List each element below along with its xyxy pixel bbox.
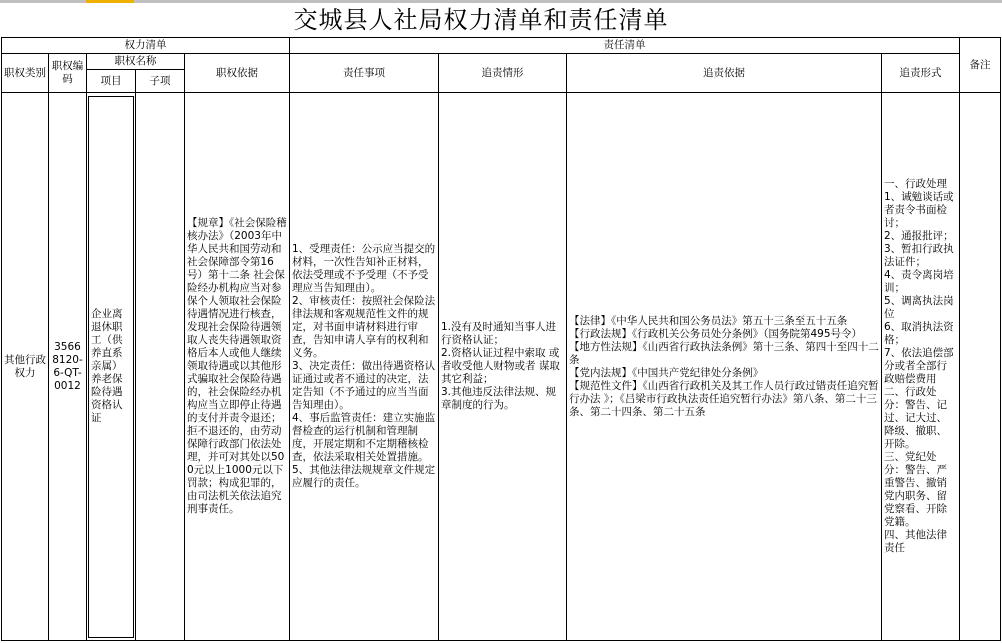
responsibilities-text: 1、受理责任：公示应当提交的材料，一次性告知补正材料，依法受理或不予受理（不予受理应当告知理由）。 2、审核责任：按照社会保险法律法规和客观规范性文件的规定，对书面申请材料进行审查，告知申请人享有的权利和义务。 3、决定责任：做出待遇资格认证通过或者不通过的决定，法定告知（不予通过的应当当面告知理由）。 4、事后监管责任：建立实施监督检查的运行机制和管理制度，开展定期和不定期稽核检查，依法采取相关处置措施。 5、其他法律法规规章文件规定应履行的责任。: [292, 243, 436, 489]
power-basis-text: 【规章】《社会保险稽核办法》（2003年中华人民共和国劳动和社会保障部令第16号）第十二条 社会保险经办机构应当对参保个人领取社会保险待遇情况进行核查，发现社会保险待遇领取人丧失待遇领取资格后本人或他人继续领取待遇或以其他形式骗取社会保险待遇的，社会保险经办机构应当立即停止待遇的支付并责令退还；拒不退还的，由劳动保障行政部门依法处理，并可对其处以500元以上1000元以下罚款；构成犯罪的，由司法机关依法追究刑事责任。: [187, 217, 287, 515]
cell-sub-item: [136, 93, 185, 641]
accountability-forms-text: 一、行政处理 1、诫勉谈话或者责令书面检讨； 2、通报批评； 3、暂扣行政执法证件； 4、责令离岗培训； 5、调离执法岗位 6、取消执法资格； 7、依法追偿部分或者全部行政赔偿费用 二、行政处分：警告、记过、记大过、降级、撤职、开除。 三、党纪处分：警告、严重警告、撤销党内职务、留党察看、开除党籍。 四、其他法律责任: [884, 178, 954, 554]
cell-item: [87, 93, 136, 641]
header-responsibility-items: 责任事项: [290, 54, 439, 93]
accountability-cases-text: 1.没有及时通知当事人进行资格认证； 2.资格认证过程中索取 或者收受他人财物或者 谋取其它利益； 3.其他违反法律法规、规章制度的行为。: [441, 321, 560, 411]
header-accountability-basis: 追责依据: [567, 54, 882, 93]
header-power-code: 职权编码: [49, 54, 87, 93]
cell-code: 35668120-6-QT-0012: [49, 93, 87, 641]
cell-accountability-cases: [439, 93, 567, 641]
header-accountability-forms: 追责形式: [882, 54, 960, 93]
header-power-basis: 职权依据: [185, 54, 290, 93]
selected-cell-indicator: [86, 0, 134, 3]
header-item: 项目: [87, 70, 136, 93]
header-accountability-cases: 追责情形: [439, 54, 567, 93]
item-selection-frame: [88, 96, 134, 638]
header-responsibility-list: 责任清单: [290, 38, 960, 54]
power-responsibility-table: [1, 37, 1001, 641]
header-power-name: 职权名称: [87, 54, 185, 70]
spreadsheet-top-strip: [0, 0, 1002, 3]
page-title: 交城县人社局权力清单和责任清单: [293, 6, 669, 34]
header-power-list: 权力清单: [2, 38, 290, 54]
header-power-category: 职权类别: [2, 54, 49, 93]
cell-remarks: [960, 93, 1001, 641]
header-remarks: 备注: [960, 38, 1001, 93]
cell-accountability-basis: [567, 93, 882, 641]
header-sub-item: 子项: [136, 70, 185, 93]
cell-power-basis: [185, 93, 290, 641]
cell-responsibilities: [290, 93, 439, 641]
cell-accountability-forms: [882, 93, 960, 641]
cell-category: 其他行政权力: [2, 93, 49, 641]
accountability-basis-text: 【法律】《中华人民共和国公务员法》第五十三条至五十五条 【行政法规】《行政机关公务员处分条例》（国务院第495号令） 【地方性法规】《山西省行政执法条例》第十三条、第四十至四十二条 【党内法规】《中国共产党纪律处分条例》 【规范性文件】《山西省行政机关及其工作人员行政过错责任追究暂行办法 》；《吕梁市行政执法责任追究暂行办法》第八条、第二十三条、第二十四条、第二十五条: [569, 314, 879, 418]
item-text: 企业离退休职工（供养直系亲属）养老保险待遇资格认证: [91, 308, 123, 424]
